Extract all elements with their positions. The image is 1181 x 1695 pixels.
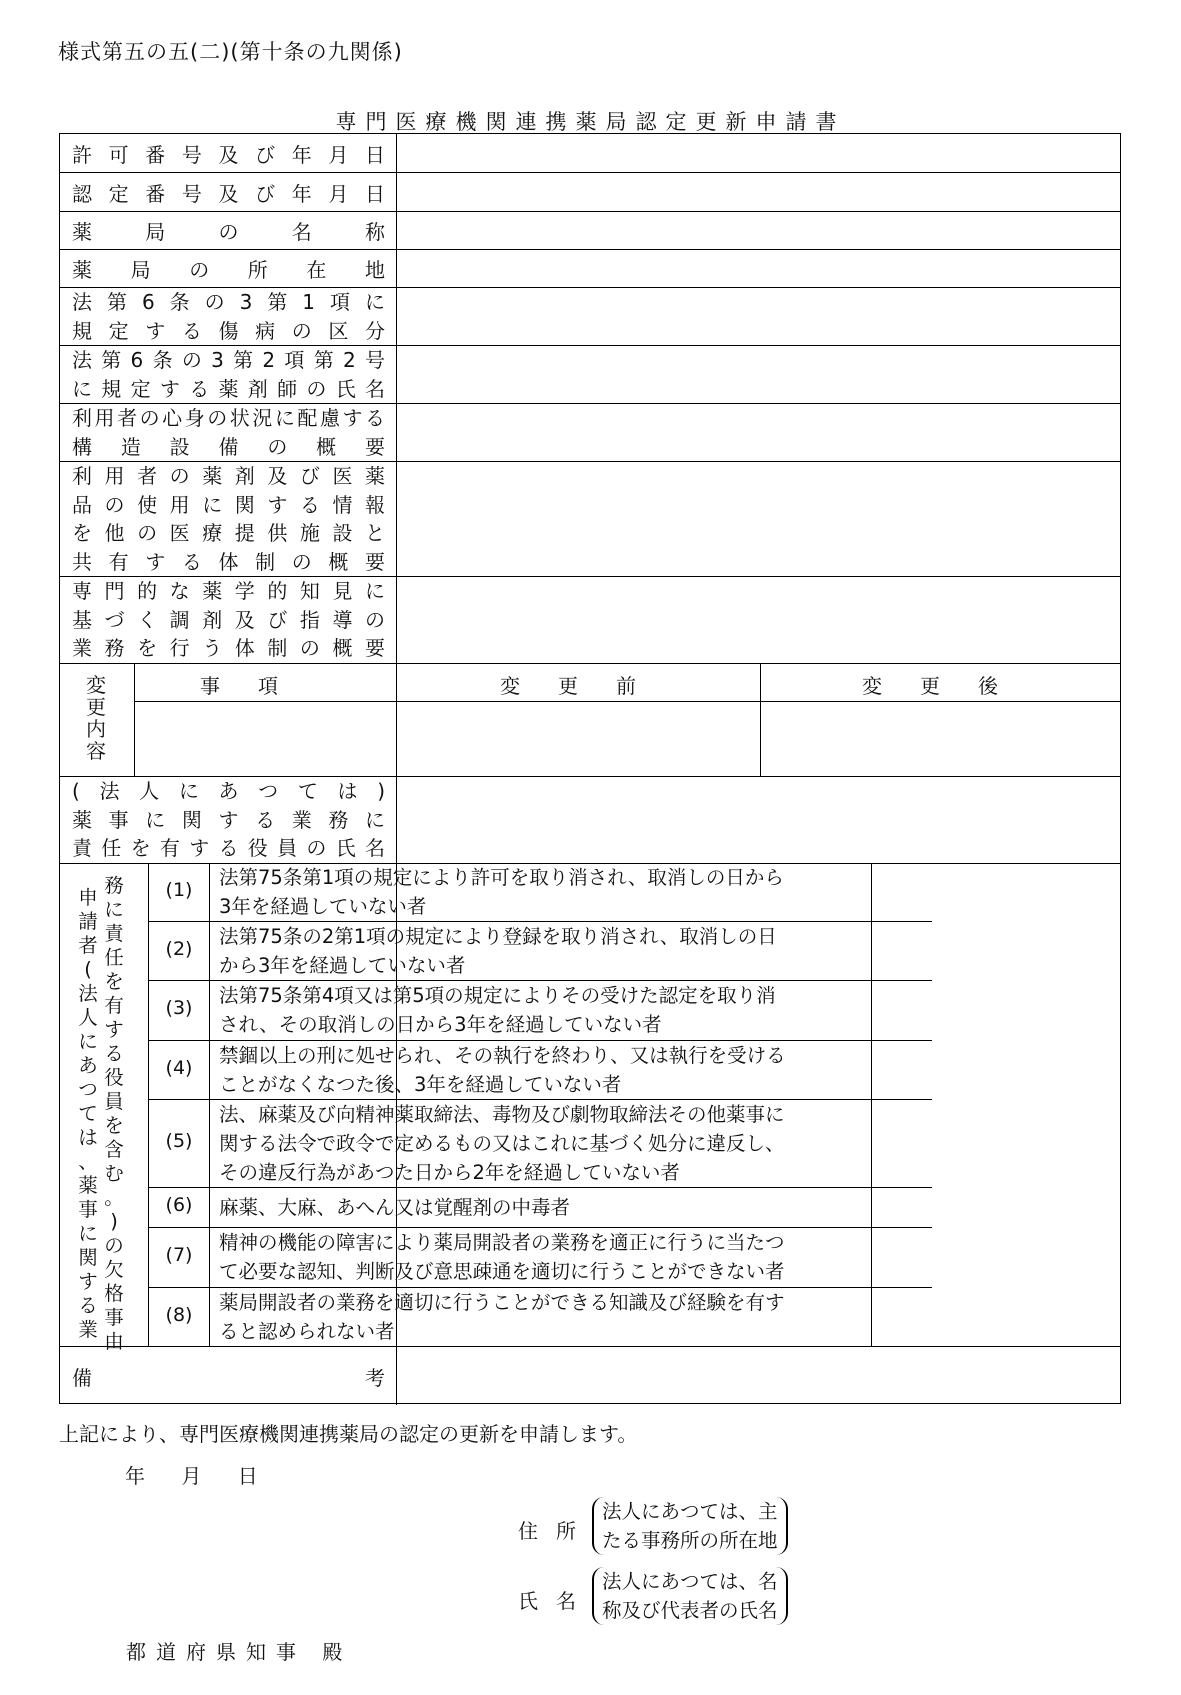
disqualification-number: (3) [165,997,193,1019]
application-statement: 上記により、専門医療機関連携薬局の認定の更新を申請します。 [59,1422,638,1446]
disqualification-text: 禁錮以上の刑に処せられ、その執行を終わり、又は執行を受ける ことがなくなつた後、3年を経過していない者 [219,1043,786,1096]
change-before-header: 変更前 [500,674,674,698]
disqualification-number: (1) [165,879,193,901]
form-title: 専門医療機関連携薬局認定更新申請書 [335,110,846,134]
disqualification-text: 法第75条第1項の規定により許可を取り消され、取消しの日から 3年を経過していない者 [219,866,784,918]
facility-overview-label: 利用者の心身の状況に配慮する 構造設備の概要 [72,406,385,459]
pharmacist-name-label: 法第6条の3第2項第2号 に規定する薬剤師の氏名 [72,348,385,401]
change-item-header: 事項 [200,674,316,698]
permit-number-label: 許可番号及び年月日 [72,143,385,167]
disqualification-number: (2) [165,937,193,960]
disqualification-number: (7) [165,1244,193,1266]
change-after-header: 変更後 [862,674,1036,698]
disqualification-text: 精神の機能の障害により薬局開設者の業務を適正に行うに当たつ て必要な認知、判断及び意思疎通を適切に行うことができない者 [219,1231,785,1283]
form-code: 様式第五の五(二)(第十条の九関係) [58,40,403,64]
disqualification-text: 薬局開設者の業務を適切に行うことができる知識及び経験を有す ると認められない者 [219,1290,785,1343]
remarks-label: 備考 [72,1366,385,1390]
pharmacy-location-label: 薬局の所在地 [72,258,385,282]
disqualification-number: (4) [165,1056,193,1079]
address-note: 法人にあつては、主 たる事務所の所在地 [592,1497,788,1555]
disqualification-number: (6) [165,1194,193,1216]
disqualification-text: 法第75条第4項又は第5項の規定によりその受けた認定を取り消 され、その取消しの日から3年を経過していない者 [219,984,776,1036]
name-label: 氏名 [518,1589,594,1613]
address-label: 住所 [518,1519,594,1543]
disqualification-label-col1: 申 請 者 ( 法 人 に あ つ て は 、 薬 事 に 関 す る 業 [78,886,98,1341]
disqualification-number: (8) [165,1303,193,1326]
disqualification-text: 麻薬、大麻、あへん又は覚醒剤の中毒者 [219,1195,571,1219]
disqualification-text: 法、麻薬及び向精神薬取締法、毒物及び劇物取締法その他薬事に 関する法令で政令で定めるもの又はこれに基づく処分に違反し、 その違反行為があつた日から2年を経過していない者 [219,1102,785,1184]
certification-number-label: 認定番号及び年月日 [72,182,385,206]
application-table [59,133,1121,1404]
change-contents-label: 変 更 内 容 [86,673,106,763]
name-note: 法人にあつては、名 称及び代表者の氏名 [592,1567,788,1625]
officer-names-label: (法人にあつては) 薬事に関する業務に 責任を有する役員の氏名 [72,779,385,860]
disqualification-number: (5) [165,1130,193,1152]
date-line: 年 月 日 [125,1464,258,1488]
addressee: 都道府県知事 殿 [126,1640,353,1664]
pharmacy-name-label: 薬局の名称 [72,220,385,244]
disease-category-label: 法第6条の3第1項に 規定する傷病の区分 [72,290,385,343]
info-sharing-label: 利用者の薬剤及び医薬 品の使用に関する情報 を他の医療提供施設と 共有する体制の概要 [72,464,385,574]
disqualification-label-col2: 務 に 責 任 を 有 す る 役 員 を 含 む 。 ) の 欠 格 事 由 [104,874,124,1353]
dispensing-system-label: 専門的な薬学的知見に 基づく調剤及び指導の 業務を行う体制の概要 [72,579,385,660]
disqualification-text: 法第75条の2第1項の規定により登録を取り消され、取消しの日 から3年を経過していない者 [219,924,777,977]
